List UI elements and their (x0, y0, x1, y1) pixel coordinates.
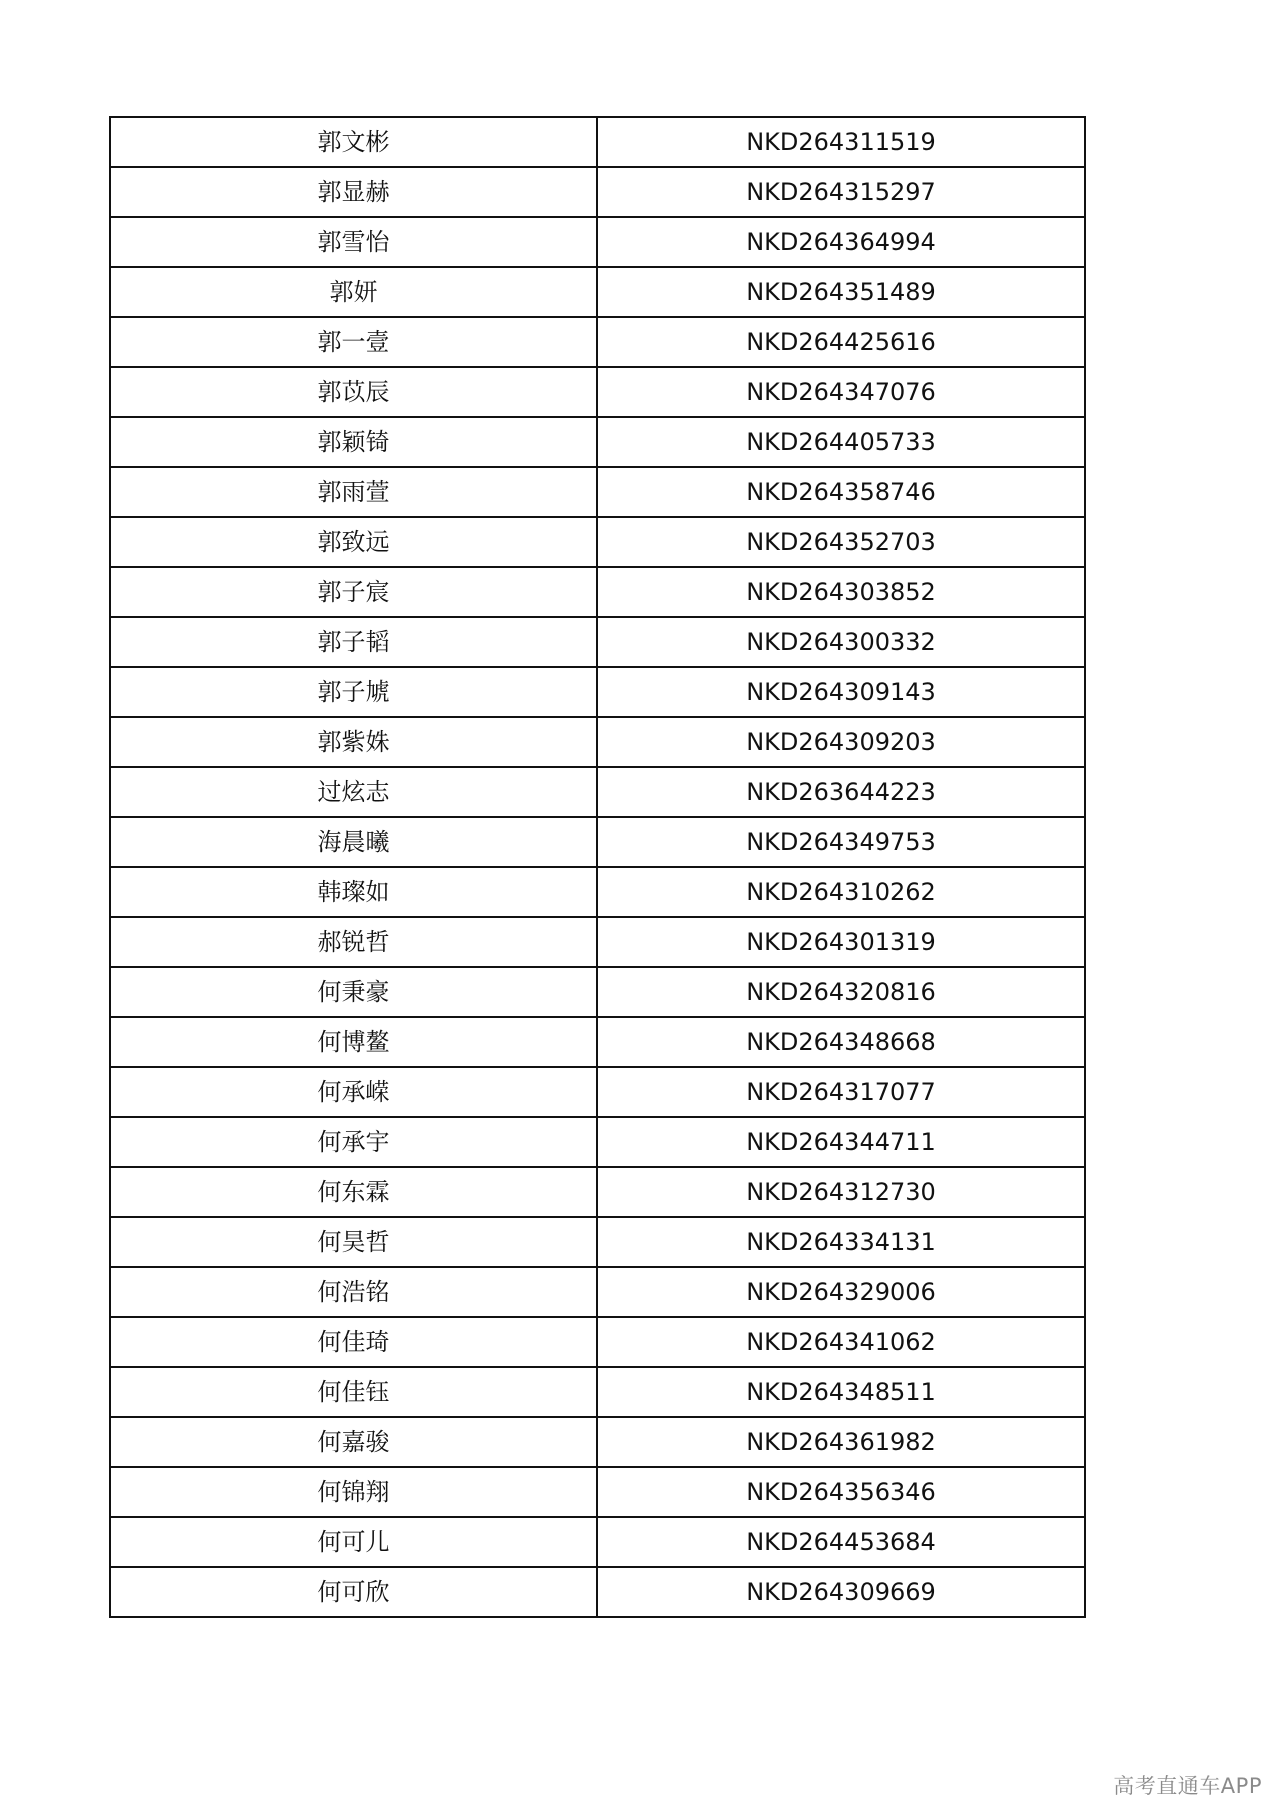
table-row (110, 517, 1085, 567)
id-cell: NKD264348511 (597, 1367, 1085, 1417)
name-cell: 何秉豪 (110, 967, 597, 1017)
table-row (110, 817, 1085, 867)
name-cell: 何浩铭 (110, 1267, 597, 1317)
table-row (110, 217, 1085, 267)
id-cell: NKD264341062 (597, 1317, 1085, 1367)
id-cell: NKD264358746 (597, 467, 1085, 517)
table-row (110, 1567, 1085, 1617)
id-cell: NKD264361982 (597, 1417, 1085, 1467)
table-row (110, 1317, 1085, 1367)
table-row (110, 767, 1085, 817)
name-cell: 海晨曦 (110, 817, 597, 867)
name-cell: 郭颖锜 (110, 417, 597, 467)
id-cell: NKD264453684 (597, 1517, 1085, 1567)
id-cell: NKD264364994 (597, 217, 1085, 267)
table-row (110, 1017, 1085, 1067)
table-row (110, 1367, 1085, 1417)
id-cell: NKD264349753 (597, 817, 1085, 867)
name-cell: 何嘉骏 (110, 1417, 597, 1467)
table-row (110, 617, 1085, 667)
table-row (110, 1067, 1085, 1117)
name-cell: 郭子宸 (110, 567, 597, 617)
id-cell: NKD264356346 (597, 1467, 1085, 1517)
id-cell: NKD264309143 (597, 667, 1085, 717)
id-cell: NKD264425616 (597, 317, 1085, 367)
id-cell: NKD264301319 (597, 917, 1085, 967)
id-cell: NKD264310262 (597, 867, 1085, 917)
id-cell: NKD264309669 (597, 1567, 1085, 1617)
name-cell: 何承宇 (110, 1117, 597, 1167)
name-cell: 过炫志 (110, 767, 597, 817)
name-cell: 郭紫姝 (110, 717, 597, 767)
name-cell: 何佳琦 (110, 1317, 597, 1367)
table-row (110, 117, 1085, 167)
table-body (110, 117, 1085, 1617)
table-row (110, 567, 1085, 617)
table-row (110, 1267, 1085, 1317)
name-cell: 郭子韬 (110, 617, 597, 667)
id-cell: NKD264317077 (597, 1067, 1085, 1117)
name-cell: 何佳钰 (110, 1367, 597, 1417)
id-cell: NKD264311519 (597, 117, 1085, 167)
id-cell: NKD264351489 (597, 267, 1085, 317)
name-cell: 郭致远 (110, 517, 597, 567)
name-cell: 韩璨如 (110, 867, 597, 917)
table-row (110, 1167, 1085, 1217)
name-cell: 何东霖 (110, 1167, 597, 1217)
name-cell: 何博鳌 (110, 1017, 597, 1067)
table-row (110, 367, 1085, 417)
name-cell: 何可儿 (110, 1517, 597, 1567)
id-cell: NKD264309203 (597, 717, 1085, 767)
id-cell: NKD264329006 (597, 1267, 1085, 1317)
id-cell: NKD264303852 (597, 567, 1085, 617)
id-cell: NKD264344711 (597, 1117, 1085, 1167)
name-cell: 何昊哲 (110, 1217, 597, 1267)
table-row (110, 1117, 1085, 1167)
id-cell: NKD264312730 (597, 1167, 1085, 1217)
table-row (110, 867, 1085, 917)
table-row (110, 1217, 1085, 1267)
name-cell: 何承嵘 (110, 1067, 597, 1117)
name-cell: 何锦翔 (110, 1467, 597, 1517)
name-cell: 郭苡辰 (110, 367, 597, 417)
table-row (110, 1417, 1085, 1467)
id-cell: NKD264348668 (597, 1017, 1085, 1067)
id-cell: NKD264347076 (597, 367, 1085, 417)
id-cell: NKD264405733 (597, 417, 1085, 467)
name-cell: 郭雨萱 (110, 467, 597, 517)
table-row (110, 667, 1085, 717)
table-row (110, 267, 1085, 317)
table-row (110, 467, 1085, 517)
table-row (110, 917, 1085, 967)
table-row (110, 1517, 1085, 1567)
id-cell: NKD264334131 (597, 1217, 1085, 1267)
id-cell: NKD264300332 (597, 617, 1085, 667)
id-cell: NKD263644223 (597, 767, 1085, 817)
name-cell: 郭雪怡 (110, 217, 597, 267)
table-row (110, 317, 1085, 367)
id-cell: NKD264315297 (597, 167, 1085, 217)
watermark-text: 高考直通车APP (1113, 1774, 1262, 1798)
table-row (110, 967, 1085, 1017)
name-cell: 郭一壹 (110, 317, 597, 367)
id-cell: NKD264320816 (597, 967, 1085, 1017)
id-cell: NKD264352703 (597, 517, 1085, 567)
name-cell: 郭妍 (110, 267, 597, 317)
table-row (110, 417, 1085, 467)
table-row (110, 1467, 1085, 1517)
table-row (110, 167, 1085, 217)
name-cell: 郭显赫 (110, 167, 597, 217)
name-cell: 郝锐哲 (110, 917, 597, 967)
name-cell: 何可欣 (110, 1567, 597, 1617)
name-id-table (109, 116, 1086, 1618)
table-row (110, 717, 1085, 767)
name-cell: 郭文彬 (110, 117, 597, 167)
name-cell: 郭子虓 (110, 667, 597, 717)
